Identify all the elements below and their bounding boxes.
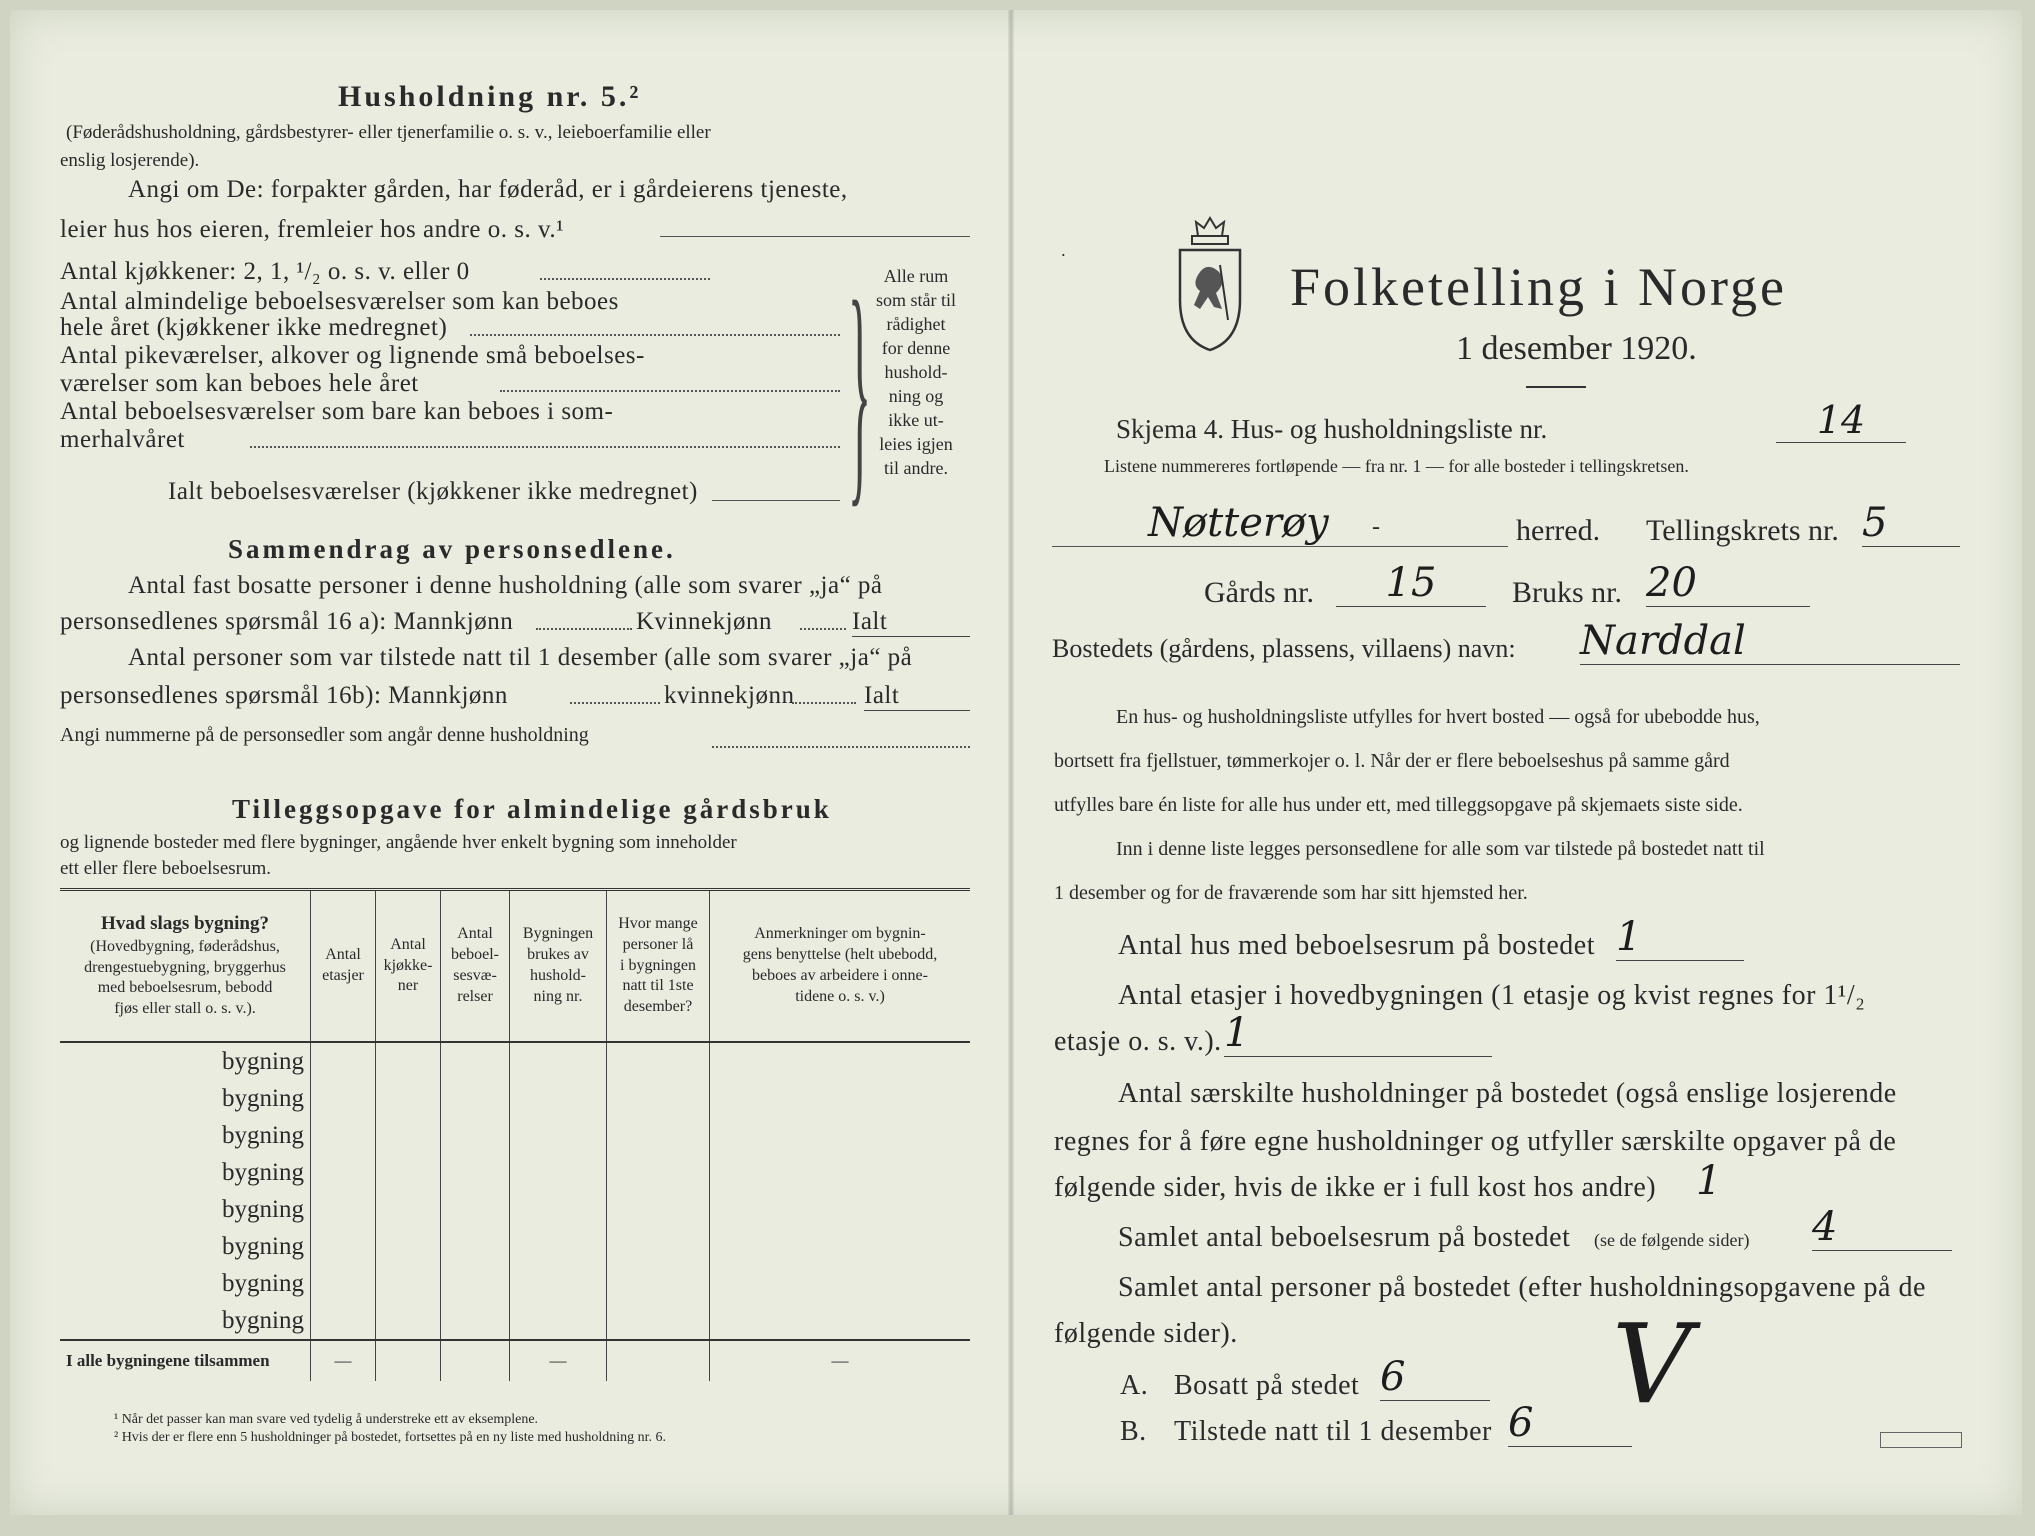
row-label: bygning	[222, 1306, 304, 1334]
rooms-small: Antal pikeværelser, alkover og lignende små beboelses-	[60, 342, 645, 369]
rooms-brace: }	[848, 254, 872, 530]
bruks-label: Bruks nr.	[1512, 576, 1623, 609]
side-note-line: leies igjen	[879, 434, 953, 454]
check-mark: V	[1612, 1300, 1692, 1428]
table-row	[60, 1228, 970, 1265]
col-kitchens	[376, 890, 441, 1043]
tillegg-heading: Tilleggsopgave for almindelige gårdsbruk	[232, 794, 832, 824]
angi-answer-line	[660, 236, 970, 237]
para1-line-1: En hus- og husholdningsliste utfylles for hvert bosted — også for ubebodde hus,	[1116, 706, 1760, 728]
q-rooms: Samlet antal beboelsesrum på bostedet	[1118, 1222, 1571, 1253]
rooms-kitchens-dots	[540, 266, 710, 280]
margin-mark: ˙	[1060, 250, 1067, 272]
q-houses-value: 1	[1616, 914, 1744, 961]
side-note-line: Alle rum	[883, 266, 949, 286]
rooms-kitchens: Antal kjøkkener: 2, 1, ¹/₂ o. s. v. eller 0	[60, 258, 470, 285]
summary-line-2b: Kvinnekjønn	[636, 608, 773, 635]
herred-line	[1052, 546, 1508, 547]
side-note-line: ning og	[888, 386, 944, 406]
herred-value: Nøtterøy	[1148, 500, 1329, 546]
angi-line-1: Angi om De: forpakter gården, har føderåd, er i gårdeierens tjeneste,	[128, 176, 848, 203]
b-label: B.	[1120, 1416, 1147, 1447]
col-building-type-title: Hvad slags bygning?	[101, 913, 269, 935]
col-remarks-line: tidene o. s. v.)	[795, 987, 885, 1005]
rooms-summer: Antal beboelsesværelser som bare kan beboes i som-	[60, 398, 614, 425]
footnote-1: ¹ Når det passer kan man svare ved tydelig å understreke ett av eksemplene.	[114, 1412, 539, 1427]
row-label: bygning	[222, 1084, 304, 1112]
tellingskrets-label: Tellingskrets nr.	[1646, 514, 1839, 547]
row-label: bygning	[222, 1232, 304, 1260]
gards-label: Gårds nr.	[1204, 576, 1314, 609]
col-rooms-line: Antal	[457, 925, 493, 943]
para1-line-2: bortsett fra fjellstuer, tømmerkojer o. l. Når der er flere beboelseshus på samme gård	[1054, 750, 1730, 772]
census-date: 1 desember 1920.	[1456, 330, 1697, 367]
col-kitchens-line: Antal	[390, 935, 426, 953]
col-persons-line: desember?	[623, 998, 693, 1016]
col-building-type-sub: med beboelsesrum, bebodd	[97, 979, 273, 997]
col-rooms-line: relser	[457, 987, 493, 1005]
table-header-row	[60, 890, 970, 1043]
col-rooms-line: sesvæ-	[453, 967, 497, 984]
sum-label: I alle bygningene tilsammen	[60, 1340, 311, 1381]
col-persons	[607, 890, 710, 1043]
col-floors-line: Antal	[325, 946, 361, 964]
bosted-value: Narddal	[1580, 618, 1960, 665]
col-remarks	[710, 890, 971, 1043]
col-remarks-line: Anmerkninger om bygnin-	[754, 925, 926, 943]
summary-line-2a: personsedlenes spørsmål 16 a): Mannkjønn	[60, 608, 514, 635]
q-persons-2: følgende sider).	[1054, 1318, 1238, 1349]
col-building-type-sub: (Hovedbygning, føderådshus,	[90, 937, 280, 955]
rooms-side-note	[862, 264, 970, 480]
q-households-value: 1	[1696, 1158, 1722, 1204]
row-label: bygning	[222, 1121, 304, 1149]
row-label: bygning	[222, 1047, 304, 1075]
side-note-line: rådighet	[886, 314, 946, 334]
rooms-summer-2: merhalvåret	[60, 426, 185, 453]
q-rooms-value: 4	[1812, 1204, 1952, 1251]
title-divider	[1526, 386, 1586, 388]
sum-dash: —	[510, 1340, 607, 1381]
rooms-total: Ialt beboelsesværelser (kjøkkener ikke medregnet)	[168, 478, 698, 505]
table-row	[60, 1154, 970, 1191]
col-remarks-line: gens benyttelse (helt ubebodd,	[742, 946, 938, 964]
q-floors-value: 1	[1224, 1010, 1492, 1057]
row-label: bygning	[222, 1158, 304, 1186]
side-note-line: ikke ut-	[888, 410, 944, 430]
summary-line-4b: kvinnekjønn	[664, 682, 795, 709]
col-floors	[311, 890, 376, 1043]
col-floors-line: etasjer	[322, 967, 364, 984]
rooms-summer-dots	[250, 434, 840, 448]
summary-numbers-dots	[712, 736, 970, 748]
rooms-ordinary-dots	[470, 322, 840, 336]
col-household-no	[510, 890, 607, 1043]
rooms-small-dots	[500, 378, 840, 392]
table-row	[60, 1080, 970, 1117]
para1-line-3: utfylles bare én liste for alle hus under ett, med tilleggsopgave på skjemaets siste side.	[1054, 794, 1743, 816]
col-building-type-sub: fjøs eller stall o. s. v.).	[114, 1000, 256, 1018]
summary-present-male-dots	[570, 692, 660, 704]
rooms-total-line	[712, 500, 840, 501]
col-persons-line: i bygningen	[620, 956, 696, 974]
a-value: 6	[1380, 1354, 1490, 1401]
col-kitchens-line: kjøkke-	[383, 956, 433, 974]
side-note-line: for denne	[881, 338, 951, 358]
col-building-type-sub: drengestuebygning, bryggerhus	[84, 958, 286, 976]
angi-line-2: leier hus hos eieren, fremleier hos andre o. s. v.¹	[60, 216, 565, 243]
summary-female-dots	[800, 618, 846, 630]
q-floors-2: etasje o. s. v.).	[1054, 1026, 1222, 1057]
q-households-1: Antal særskilte husholdninger på bostedet (også enslige losjerende	[1118, 1078, 1897, 1109]
rooms-ordinary: Antal almindelige beboelsesværelser som kan beboes	[60, 288, 619, 315]
summary-line-1: Antal fast bosatte personer i denne husholdning (alle som svarer „ja“ på	[128, 572, 883, 599]
col-household-line: brukes av	[527, 946, 589, 964]
para2-line-2: 1 desember og for de fraværende som har sitt hjemsted her.	[1054, 882, 1528, 904]
sum-dash: —	[710, 1340, 971, 1381]
household-heading: Husholdning nr. 5.²	[338, 80, 642, 113]
b-value: 6	[1508, 1400, 1632, 1447]
col-remarks-line: beboes av arbeidere i onne-	[752, 967, 928, 984]
side-note-line: hushold-	[884, 362, 948, 382]
side-note-line: til andre.	[884, 458, 948, 478]
table-row	[60, 1117, 970, 1154]
census-title: Folketelling i Norge	[1290, 257, 1787, 317]
q-rooms-note: (se de følgende sider)	[1594, 1230, 1750, 1250]
norway-coat-of-arms-icon	[1170, 210, 1250, 360]
listene-note: Listene nummereres fortløpende — fra nr. 1 — for alle bosteder i tellingskretsen.	[1104, 456, 1689, 476]
col-persons-line: personer lå	[622, 935, 694, 953]
footnote-2: ² Hvis der er flere enn 5 husholdninger på bostedet, fortsettes på en ny liste med husholdning nr. 6.	[114, 1430, 667, 1445]
row-label: bygning	[222, 1195, 304, 1223]
col-household-line: hushold-	[530, 967, 586, 984]
skjema-line: Skjema 4. Hus- og husholdningsliste nr.	[1116, 414, 1548, 444]
bruks-value: 20	[1646, 560, 1810, 607]
b-text: Tilstede natt til 1 desember	[1174, 1416, 1492, 1447]
row-label: bygning	[222, 1269, 304, 1297]
tellingskrets-value: 5	[1862, 500, 1960, 547]
col-kitchens-line: ner	[397, 977, 419, 995]
table-row	[60, 1302, 970, 1340]
buildings-table	[60, 888, 970, 1381]
col-rooms-line: beboel-	[451, 946, 499, 964]
para2-line-1: Inn i denne liste legges personsedlene for alle som var tilstede på bostedet natt til	[1116, 838, 1765, 860]
summary-heading: Sammendrag av personsedlene.	[228, 534, 676, 564]
table-row	[60, 1265, 970, 1302]
sum-dash: —	[311, 1340, 376, 1381]
a-text: Bosatt på stedet	[1174, 1370, 1360, 1401]
herred-label: herred.	[1516, 514, 1601, 547]
tillegg-line-2: ett eller flere beboelsesrum.	[60, 858, 272, 879]
col-building-type	[60, 890, 311, 1043]
tillegg-line-1: og lignende bosteder med flere bygninger, angående hver enkelt bygning som inneholder	[60, 832, 737, 853]
q-floors-1: Antal etasjer i hovedbygningen (1 etasje og kvist regnes for 1¹/₂	[1118, 980, 1866, 1011]
gards-value: 15	[1336, 560, 1486, 607]
q-households-3: følgende sider, hvis de ikke er i full kost hos andre)	[1054, 1172, 1657, 1203]
summary-line-4c: Ialt	[864, 682, 970, 711]
list-number-value: 14	[1776, 398, 1906, 443]
summary-line-3: Antal personer som var tilstede natt til 1 desember (alle som svarer „ja“ på	[128, 644, 913, 671]
col-persons-line: Hvor mange	[618, 915, 698, 932]
summary-male-dots	[536, 618, 632, 630]
household-intro-2: enslig losjerende).	[60, 150, 200, 171]
summary-line-2c: Ialt	[852, 608, 970, 637]
bosted-label: Bostedets (gårdens, plassens, villaens) navn:	[1052, 634, 1516, 663]
rooms-ordinary-2: hele året (kjøkkener ikke medregnet)	[60, 314, 448, 341]
col-household-line: Bygningen	[522, 925, 594, 943]
summary-line-5: Angi nummerne på de personsedler som angår denne husholdning	[60, 724, 589, 746]
rooms-small-2: værelser som kan beboes hele året	[60, 370, 419, 397]
table-row	[60, 1042, 970, 1080]
printer-stamp	[1880, 1432, 1962, 1448]
side-note-line: som står til	[876, 290, 956, 310]
a-label: A.	[1120, 1370, 1149, 1401]
q-persons-1: Samlet antal personer på bostedet (efter husholdningsopgavene på de	[1118, 1272, 1926, 1303]
col-household-line: ning nr.	[533, 987, 583, 1005]
summary-present-female-dots	[792, 692, 856, 704]
q-households-2: regnes for å føre egne husholdninger og utfyller særskilte opgaver på de	[1054, 1126, 1897, 1157]
table-sum-row	[60, 1340, 970, 1381]
household-intro: (Føderådshusholdning, gårdsbestyrer- eller tjenerfamilie o. s. v., leieboerfamilie eller	[66, 122, 711, 143]
col-rooms	[441, 890, 510, 1043]
summary-line-4a: personsedlenes spørsmål 16b): Mannkjønn	[60, 682, 508, 709]
page-fold	[1008, 10, 1014, 1515]
table-row	[60, 1191, 970, 1228]
q-houses: Antal hus med beboelsesrum på bostedet	[1118, 930, 1596, 961]
col-persons-line: natt til 1ste	[622, 977, 694, 995]
herred-dash: -	[1372, 514, 1380, 540]
